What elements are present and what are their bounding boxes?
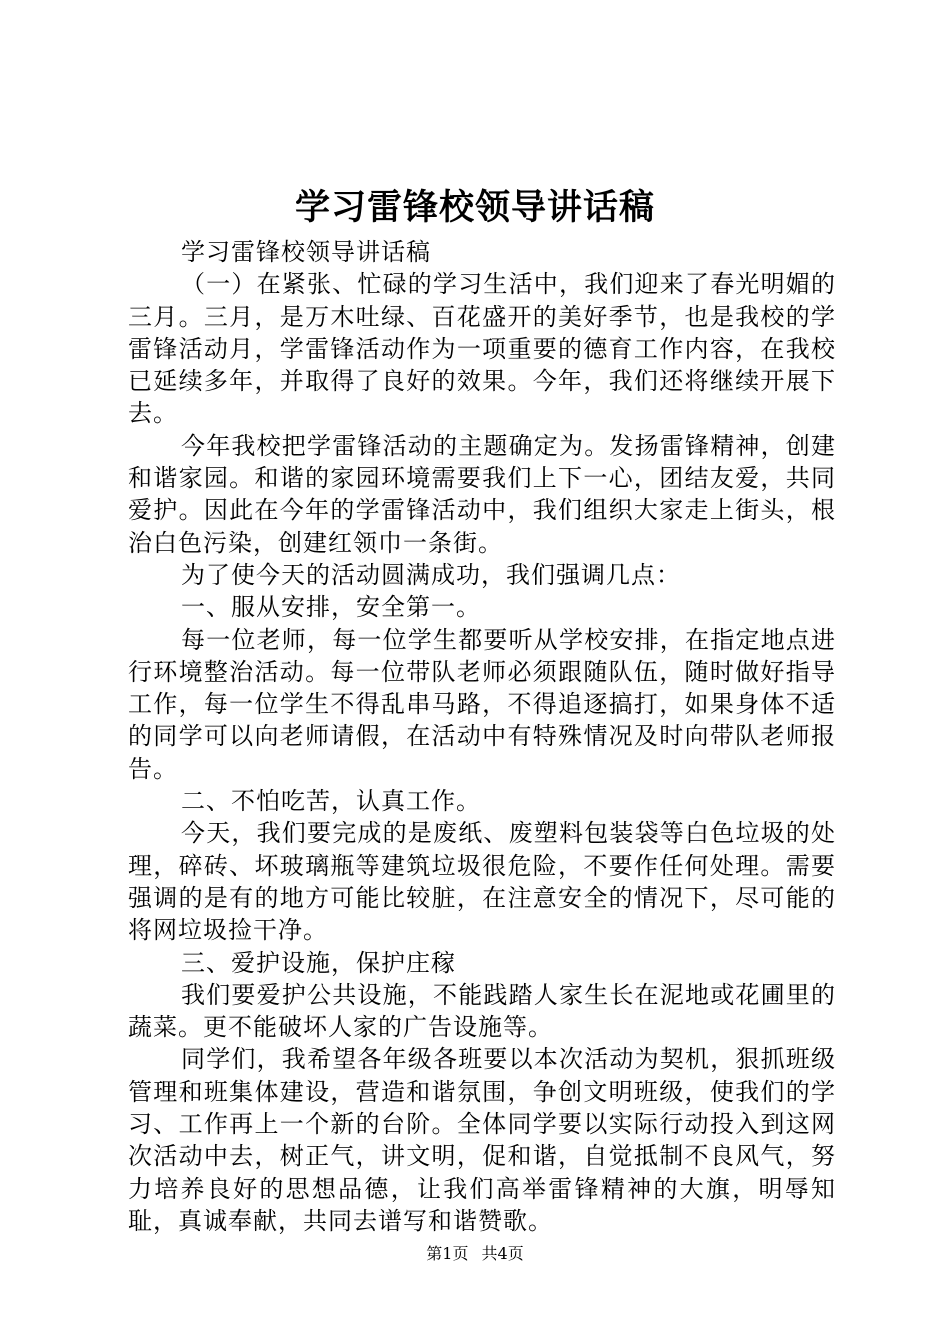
paragraph-subtitle: 学习雷锋校领导讲话稿 <box>181 238 431 266</box>
paragraph-intro: （一）在紧张、忙碌的学习生活中，我们迎来了春光明媚的三月。三月，是万木吐绿、百花盛开的美好季节，也是我校的学雷锋活动月，学雷锋活动作为一项重要的德育工作内容，在我校已延续多年，并取得了良好的效果。今年，我们还将继续开展下去。 <box>128 270 836 428</box>
document-title: 学习雷锋校领导讲话稿 <box>294 187 655 228</box>
paragraph-closing: 同学们，我希望各年级各班要以本次活动为契机，狠抓班级管理和班集体建设，营造和谐氛围，争创文明班级，使我们的学习、工作再上一个新的台阶。全体同学要以实际行动投入到这网次活动中去，树正气，讲文明，促和谐，自觉抵制不良风气，努力培养良好的思想品德，让我们高举雷锋精神的大旗，明辱知耻，真诚奉献，共同去谱写和谐赞歌。 <box>128 1045 836 1235</box>
paragraph-section-2: 今天，我们要完成的是废纸、废塑料包装袋等白色垃圾的处理，碎砖、坏玻璃瓶等建筑垃圾很危险，不要作任何处理。需要强调的是有的地方可能比较脏，在注意安全的情况下，尽可能的将网垃圾捡干净。 <box>128 819 836 945</box>
section-heading-3: 三、爱护设施，保护庄稼 <box>181 948 456 977</box>
paragraph-section-1: 每一位老师，每一位学生都要听从学校安排，在指定地点进行环境整治活动。每一位带队老师必须跟随队伍，随时做好指导工作，每一位学生不得乱串马路，不得追逐搞打，如果身体不适的同学可以向老师请假，在活动中有特殊情况及时向带队老师报告。 <box>128 625 836 783</box>
paragraph-theme: 今年我校把学雷锋活动的主题确定为。发扬雷锋精神，创建和谐家园。和谐的家园环境需要我们上下一心，团结友爱，共同爱护。因此在今年的学雷锋活动中，我们组织大家走上街头，根治白色污染，创建红领巾一条街。 <box>128 431 836 557</box>
page-footer <box>0 1243 950 1265</box>
page-number: 第1页 <box>426 1244 469 1263</box>
paragraph-emphasis-intro: 为了使今天的活动圆满成功，我们强调几点： <box>181 560 681 589</box>
page-total: 共4页 <box>481 1244 524 1263</box>
section-heading-1: 一、服从安排，安全第一。 <box>181 593 481 622</box>
section-heading-2: 二、不怕吃苦，认真工作。 <box>181 787 481 816</box>
document-body <box>128 236 836 1237</box>
paragraph-section-3: 我们要爱护公共设施，不能践踏人家生长在泥地或花圃里的蔬菜。更不能破坏人家的广告设施等。 <box>128 980 836 1042</box>
